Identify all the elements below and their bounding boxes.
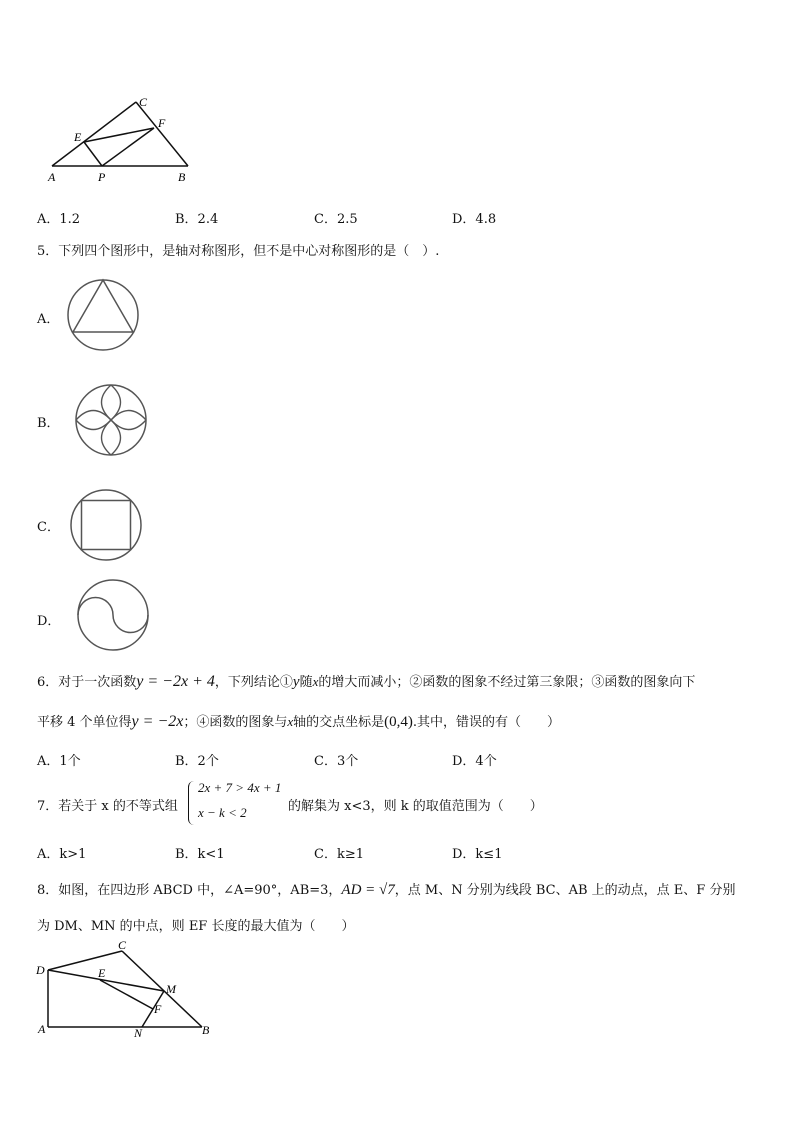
label-N: N <box>134 1026 143 1040</box>
q7-option-d: D．k≤1 <box>452 847 503 862</box>
q8-line1 <box>37 879 735 899</box>
q8-text-1: 8．如图，在四边形 ABCD 中，∠A=90°，AB=3， <box>37 883 342 898</box>
q6-text-2: ，下列结论① <box>214 675 293 690</box>
q6-line2 <box>37 711 560 731</box>
label-F: F <box>158 116 166 130</box>
q4-option-c: C．2.5 <box>314 212 358 227</box>
q7-option-b: B．k<1 <box>175 847 225 862</box>
quadrilateral-figure <box>34 937 224 1043</box>
q7-inequality-2: x − k < 2 <box>198 805 247 820</box>
label-D: D <box>36 963 45 977</box>
label-A: A <box>48 170 56 184</box>
q6-text-6: ；④函数的图象与 <box>183 715 288 730</box>
q8-line2: 为 DM、MN 的中点，则 EF 长度的最大值为（ ） <box>37 919 355 934</box>
label-A: A <box>38 1022 46 1036</box>
q6-option-c: C．3个 <box>314 754 359 769</box>
circle-s-curve-figure <box>76 578 150 652</box>
q8-text-2: ，点 M、N 分别为线段 BC、AB 上的动点，点 E、F 分别 <box>394 883 736 898</box>
label-M: M <box>166 982 176 996</box>
q7-option-a: A．k>1 <box>37 847 87 862</box>
q7-inequality-1: 2x + 7 > 4x + 1 <box>198 780 282 795</box>
circle-petals-figure <box>74 383 148 457</box>
q6-option-a: A．1个 <box>37 754 81 769</box>
triangle-figure <box>40 92 200 187</box>
q6-text-7: 轴的交点坐标是 <box>293 715 385 730</box>
q7-stem-a: 7．若关于 x 的不等式组 <box>37 799 178 814</box>
q6-text-3: 随 <box>299 675 313 690</box>
label-B: B <box>178 170 186 184</box>
circle-triangle-figure <box>66 278 140 352</box>
q6-text-8: .其中，错误的有（ ） <box>412 715 561 730</box>
q6-var-x: x <box>312 674 319 689</box>
system-brace <box>188 781 197 825</box>
q6-var-x-2: x <box>287 714 294 729</box>
q5-label-a: A． <box>37 312 60 327</box>
q4-option-a: A．1.2 <box>37 212 81 227</box>
q5-label-c: C． <box>37 520 60 535</box>
q7-option-c: C．k≥1 <box>314 847 364 862</box>
q6-line1 <box>37 671 695 691</box>
q6-text-4: 的增大而减小；②函数的图象不经过第三象限；③函数的图象向下 <box>318 675 696 690</box>
label-C: C <box>118 938 127 952</box>
q6-text-5: 平移 4 个单位得 <box>37 715 132 730</box>
q5-label-d: D． <box>37 614 61 629</box>
label-B: B <box>202 1023 210 1037</box>
q4-option-d: D．4.8 <box>452 212 497 227</box>
q6-option-b: B．2个 <box>175 754 219 769</box>
label-E: E <box>98 966 106 980</box>
q5-label-b: B． <box>37 416 60 431</box>
q6-equation-1: y = −2x + 4 <box>136 673 215 690</box>
label-E: E <box>74 130 82 144</box>
circle-square-figure <box>69 488 143 562</box>
q6-equation-2: y = −2x <box>131 713 184 730</box>
q6-point: (0,4) <box>384 714 413 730</box>
label-C: C <box>139 95 148 109</box>
q6-var-y: y <box>292 674 300 690</box>
q5-stem: 5．下列四个图形中，是轴对称图形，但不是中心对称图形的是（ ）. <box>37 244 440 259</box>
q6-option-d: D．4个 <box>452 754 497 769</box>
label-P: P <box>98 170 106 184</box>
q4-option-b: B．2.4 <box>175 212 219 227</box>
q6-text-1: 6．对于一次函数 <box>37 675 137 690</box>
label-F: F <box>154 1002 162 1016</box>
q8-equation: AD = √7 <box>341 882 395 898</box>
q7-stem-b: 的解集为 x<3，则 k 的取值范围为（ ） <box>288 799 543 814</box>
